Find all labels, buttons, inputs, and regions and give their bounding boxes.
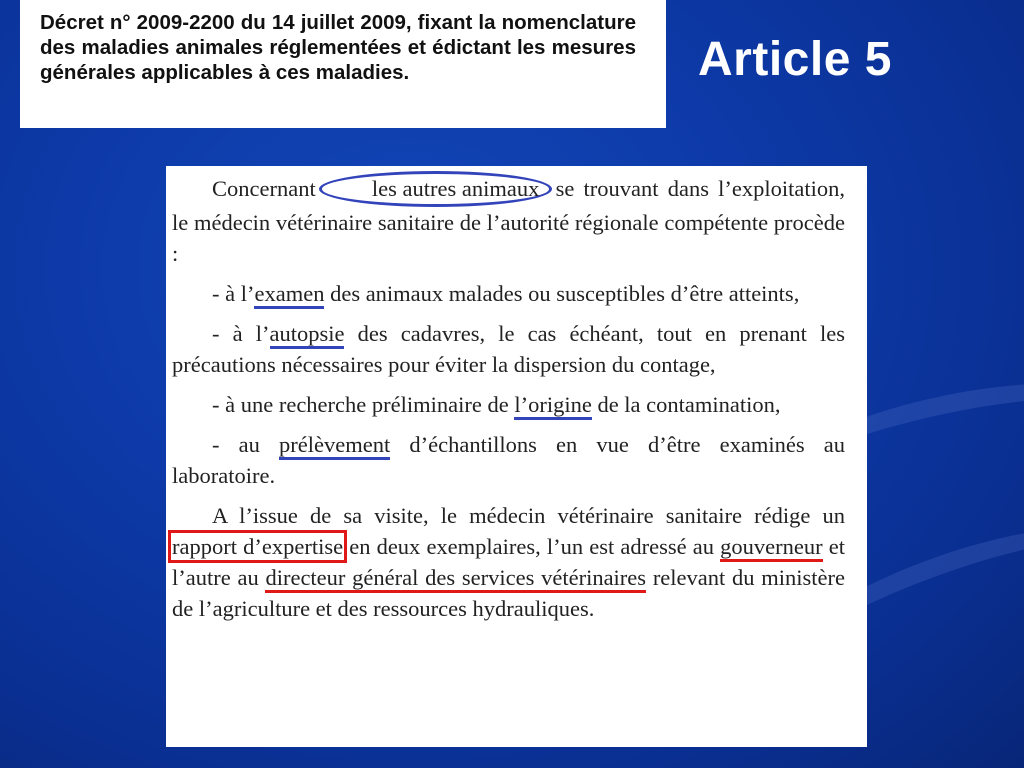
text: A l’issue de sa visite, le médecin vétérinaire sanitaire rédige un xyxy=(212,503,845,528)
text: se trouvant dans l’exploitation, le médecin vétérinaire sanitaire de l’autorité régionale compétente procède : xyxy=(172,176,845,266)
text: relevant du ministère de l’agriculture et des ressources hydrauliques. xyxy=(172,565,846,621)
paragraph-intro xyxy=(172,171,845,269)
text: - à l’ xyxy=(212,281,255,306)
text: des cadavres, le cas échéant, tout en prenant les précautions nécessaires pour éviter la dispersion du contage, xyxy=(172,321,845,377)
text: des animaux malades ou susceptibles d’être atteints, xyxy=(330,281,800,306)
text: et l’autre au xyxy=(172,534,845,590)
highlight-underline: l’origine xyxy=(514,392,591,420)
paragraph-prelevement xyxy=(172,429,845,491)
highlight-ellipse: les autres animaux xyxy=(319,171,552,207)
paragraph-rapport xyxy=(172,500,845,624)
text: de la contamination, xyxy=(597,392,781,417)
highlight-underline: autopsie xyxy=(270,321,345,349)
paragraph-examen xyxy=(172,278,845,309)
text: d’échantillons en vue d’être examinés au laboratoire. xyxy=(172,432,846,488)
highlight-underline: directeur général des services vétérinaires xyxy=(265,565,646,593)
decree-title: Décret n° 2009-2200 du 14 juillet 2009, fixant la nomenclature des maladies animales réglementées et édictant les mesures générales applicables à ces maladies. xyxy=(40,11,636,84)
highlight-box: rapport d’expertise xyxy=(172,534,344,559)
text: - à l’ xyxy=(212,321,270,346)
text: - à une recherche préliminaire de xyxy=(212,392,509,417)
text: en deux exemplaires, l’un est adressé au xyxy=(349,534,714,559)
text: - au xyxy=(212,432,260,457)
highlight-underline: examen xyxy=(254,281,324,309)
highlight-underline: gouverneur xyxy=(720,534,822,562)
highlight-underline: prélèvement xyxy=(279,432,390,460)
slide-title: Article 5 xyxy=(698,33,892,86)
document-excerpt xyxy=(166,166,867,747)
paragraph-origine xyxy=(172,389,845,420)
text: Concernant xyxy=(212,176,316,201)
paragraph-autopsie xyxy=(172,318,845,380)
decree-header-box xyxy=(20,0,666,128)
